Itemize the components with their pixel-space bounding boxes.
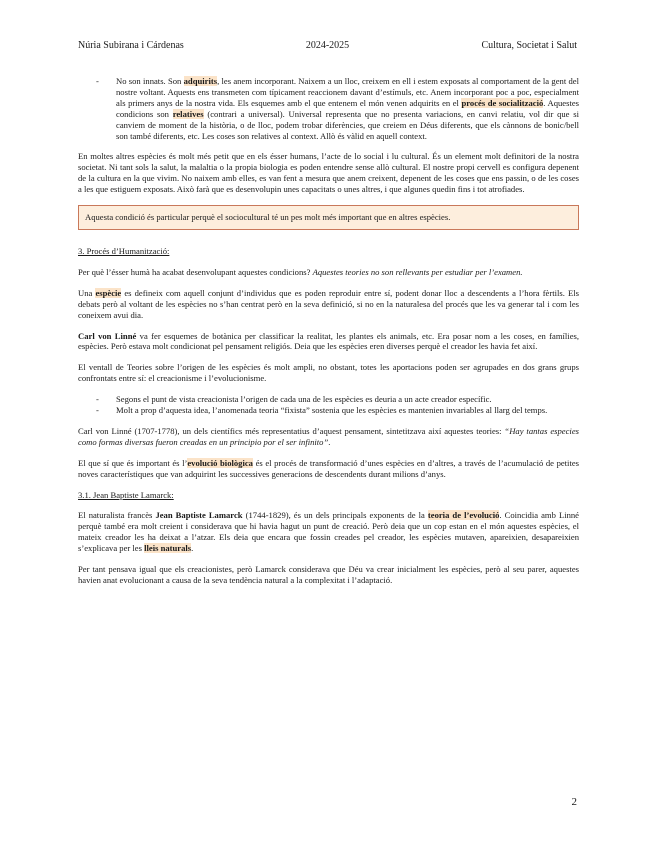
paragraph-question	[78, 267, 579, 278]
bullet-dash: -	[96, 394, 99, 405]
bullet-adquirits	[78, 76, 579, 141]
bold-carl-von-linne: Carl von Linné	[78, 330, 137, 341]
text-run: .	[328, 436, 331, 447]
header-author: Núria Subirana i Cárdenas	[78, 40, 184, 51]
header-year: 2024-2025	[305, 40, 350, 51]
highlight-evolucio-biologica: evolució biològica	[187, 457, 253, 468]
paragraph-ventall: El ventall de Teories sobre l’origen de les espècies és molt ampli, no obstant, totes les aportacions poden ser agrupades en dos grans grups confrontats entre sí: el creacionisme i l’evolucionisme.	[78, 362, 579, 384]
highlight-proces-socialitzacio: procés de socialització	[461, 97, 544, 108]
list-item	[78, 405, 579, 416]
page-number: 2	[571, 796, 577, 808]
text-run: .	[191, 543, 194, 554]
bullet-list-theories	[78, 394, 579, 416]
section-title-lamarck: 3.1. Jean Baptiste Lamarck:	[78, 489, 174, 500]
text-run: Carl von Linné (1707-1778), un dels científics més representatius d’aquest pensament, sintetitzava així aquestes teories:	[78, 425, 505, 436]
text-run: (contrari a universal). Universal representa que no presenta variacions, en canvi relatiu, vol dir que si canviem de moment de la història, o de lloc, podem trobar diferències, que creiem en Déus diferents, que els cànnons de bonic/bell son també diferents, etc. Les coses son relatives al context. Allò és vàlid en aquell context.	[116, 108, 579, 141]
list-item-text: Molt a prop d’aquesta idea, l’anomenada teoria “fixista” sostenia que les espècies es mantenien invariables al llarg del temps.	[116, 405, 548, 416]
text-run: , les anem incorporant. Naixem a un lloc, creixem en ell i estem exposats al comportament de la gent del nostre voltant. Aquests ens transmeten com típicament reaccionem davant d’estímuls, etc. Anem incorporant poc a poc, especialment als primers anys de la nostra vida. Els esquemes amb el que entenem el món venen adquirits en el	[116, 76, 579, 108]
text-run: . Aquestes condicions son	[116, 97, 580, 119]
bullet-dash: -	[96, 405, 99, 416]
italic-note: Aquestes teories no son rellevants per estudiar per l’examen.	[312, 266, 523, 277]
paragraph-lamarck	[78, 510, 579, 554]
page-content	[78, 76, 579, 596]
paragraph-cultural: En moltes altres espècies és molt més petit que en els ésser humans, l’acte de lo social i lu cultural. És un element molt definitori de la nostra societat. Ni tant sols la salut, la malaltia o la propia biologia es poden entendre sense allò cultural. El nostre propi cervell es configura depenent de la cultura en la que vivim. No naixem amb elles, es van fent a mesura que anem creixent, depenent de les coses que ens passin, o de les coses a les que estiguem exposats. Això farà que es desenvolupin unes capacitats o unes altres, i que algunes quedin fins i tot atrofiades.	[78, 151, 579, 195]
text-run: El que sí que és important és l’	[78, 457, 188, 468]
highlight-lleis-naturals: lleis naturals	[144, 543, 192, 554]
paragraph-carl-quote	[78, 426, 579, 448]
text-run: es defineix com aquell conjunt d’individus que es poden reproduir entre sí, podent donar lloc a descendents a l’hora fèrtils. Els debats però al voltant de les espècies no s’han centrat però en la seva definició, si no en la naturalesa del procés que les va generar tal i com les coneixem avui dia.	[78, 287, 579, 320]
paragraph-especie	[78, 288, 579, 321]
text-run: No son innats. Son	[116, 76, 184, 86]
header-course: Cultura, Societat i Salut	[481, 40, 577, 51]
text-run: va fer esquemes de botànica per classificar la realitat, les plantes els animals, etc. Era posar nom a les coses, en famílies, espècies. Però estava molt condicionat pel pensament religiós. Deia que les espècies eren diverses perquè el creador les havia fet així.	[78, 330, 579, 352]
paragraph-penso: Per tant pensava igual que els creacionistes, però Lamarck considerava que Déu va crear inicialment les espècies, però al seu parer, aquestes havien anat evolucionant a causa de la seva tendència natural a la complexitat i l’adaptació.	[78, 564, 579, 585]
highlight-especie: espècie	[95, 287, 122, 298]
text-run: Per què l’ésser humà ha acabat desenvolupant aquestes condicions?	[78, 266, 313, 277]
highlight-teoria-evolucio: teoria de l’evolució	[427, 510, 500, 521]
text-run: (1744-1829), és un dels principals exponents de la	[242, 510, 428, 521]
text-run: . Coincidia amb Linné perquè també era molt creient i considerava que hi havia hagut un punt de creació. Però deia que un cop estan en el món aquestes espècies, el mateix creador les ha deixat a l’atzar. Els deia que encara que fossin creades pel creador, les espècies mutaven, apareixien, desapareixien s’explicava per les	[78, 510, 579, 554]
callout-box: Aquesta condició és particular perquè el sociocultural té un pes molt més important que en altres espècies.	[78, 205, 579, 230]
page-header	[78, 40, 577, 54]
italic-quote: “Hay tantas especies como formas diversas fueron creadas en un principio por el ser infinito”	[78, 425, 579, 447]
highlight-relatives: relatives	[172, 108, 204, 119]
paragraph-evolucio	[78, 458, 579, 480]
bold-lamarck: Jean Baptiste Lamarck	[155, 510, 243, 521]
paragraph-linne	[78, 331, 579, 353]
bullet-dash: -	[96, 76, 99, 86]
list-item-text: Segons el punt de vista creacionista l’origen de cada una de les espècies es deuria a un acte creador específic.	[116, 394, 492, 405]
section-title-proces-humanitzacio: 3. Procés d’Humanització:	[78, 245, 170, 256]
text-run: Una	[78, 287, 96, 298]
highlight-adquirits: adquirits	[183, 76, 218, 86]
text-run: és el procés de transformació d’unes espècies en d’altres, a través de l’acumulació de petites noves característiques que van adquirint les successives generacions de descendents durant milions d’anys.	[78, 457, 579, 479]
list-item	[78, 394, 579, 405]
text-run: El naturalista francès	[78, 510, 156, 521]
